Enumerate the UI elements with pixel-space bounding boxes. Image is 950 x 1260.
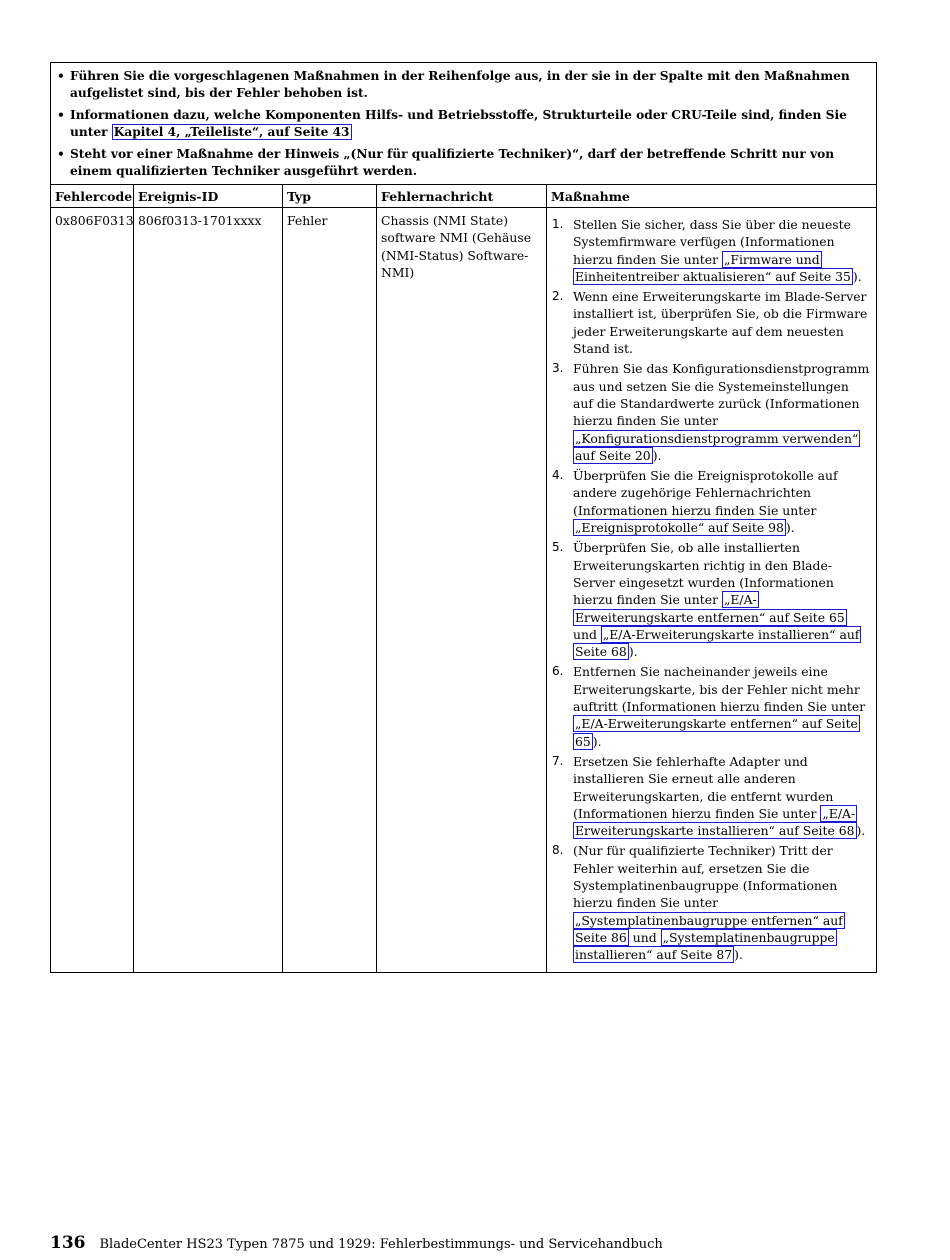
header-error-code: Fehlercode [51,185,134,208]
action-link[interactable]: „E/A-Erweiterungskarte installieren“ auf Seite 68 [575,805,856,839]
action-item [551,753,872,839]
action-link[interactable]: „Ereignisprotokolle“ auf Seite 98 [575,520,784,536]
note-item [55,107,872,141]
action-text: Stellen Sie sicher, dass Sie über die neueste Systemfirmware verfügen (Informationen hierzu finden Sie unter [573,217,851,267]
table-row [51,208,877,973]
action-item [551,663,872,749]
action-text: ). [652,447,662,463]
action-text: Führen Sie das Konfigurationsdienstprogramm aus und setzen Sie die Systemeinstellungen auf die Standardwerte zurück (Informationen hierzu finden Sie unter [573,361,870,429]
note-text: Informationen dazu, welche Komponenten Hilfs- und Betriebsstoffe, Strukturteile oder CRU-Teile sind, finden Sie unter [70,108,847,139]
action-item [551,467,872,536]
notes-cell [51,63,877,185]
action-text: ). [592,733,602,749]
action-text: ). [785,520,795,536]
header-event-id: Ereignis-ID [134,185,283,208]
action-link[interactable]: „Systemplatinenbaugruppe entfernen“ auf Seite 86 [575,912,843,945]
action-text: ). [734,947,743,963]
page-footer [50,1233,663,1253]
header-action: Maßnahme [547,185,877,208]
error-code-table [50,62,877,973]
action-item [551,539,872,660]
action-text: ). [856,823,866,839]
action-number: 7. [552,753,564,768]
action-list [551,216,872,963]
action-number: 5. [552,540,564,555]
action-text: (Nur für qualifizierte Techniker) Tritt der Fehler weiterhin auf, ersetzen Sie die Systemplatinenbaugruppe (Informationen hierzu finden Sie unter [573,843,838,911]
action-link[interactable]: „Systemplatinenbaugruppe installieren“ auf Seite 87 [575,929,835,963]
note-item [55,146,872,180]
cell-type: Fehler [283,208,377,973]
notes-row [51,63,877,185]
action-text: und [628,929,661,945]
action-text: Überprüfen Sie die Ereignisprotokolle auf andere zugehörige Fehlernachrichten (Informationen hierzu finden Sie unter [573,468,838,518]
action-text: und [573,626,601,642]
header-row [51,185,877,208]
cell-error-code: 0x806F0313 [51,208,134,973]
note-text: Steht vor einer Maßnahme der Hinweis „(Nur für qualifizierte Techniker)“, darf der betreffende Schritt nur von einem qualifizierten Techniker ausgeführt werden. [70,147,835,178]
action-item [551,288,872,357]
footer-title: BladeCenter HS23 Typen 7875 und 1929: Fehlerbestimmungs- und Servicehandbuch [99,1237,663,1252]
action-number: 3. [552,361,564,376]
action-link[interactable]: „E/A-Erweiterungskarte installieren“ auf Seite 68 [575,626,860,660]
action-link[interactable]: „Firmware und Einheitentreiber aktualisieren“ auf Seite 35 [575,251,851,284]
page-number: 136 [50,1233,86,1253]
action-link[interactable]: „E/A-Erweiterungskarte entfernen“ auf Seite 65 [575,716,858,749]
action-item [551,360,872,464]
action-text: ). [628,644,638,660]
action-number: 2. [552,289,564,304]
action-item [551,216,872,285]
cell-action [547,208,877,973]
header-type: Typ [283,185,377,208]
note-text: Führen Sie die vorgeschlagenen Maßnahmen in der Reihenfolge aus, in der sie in der Spalte mit den Maßnahmen aufgelistet sind, bis der Fehler behoben ist. [70,69,850,100]
chapter-link[interactable]: Kapitel 4, „Teileliste“, auf Seite 43 [113,125,350,139]
action-number: 6. [552,664,564,679]
action-text: ). [852,268,862,284]
action-number: 8. [552,843,564,858]
action-item [551,842,872,963]
action-number: 4. [552,468,564,483]
note-item [55,68,872,102]
action-text: Wenn eine Erweiterungskarte im Blade-Server installiert ist, überprüfen Sie, ob die Firmware jeder Erweiterungskarte auf dem neuesten Stand ist. [573,289,868,357]
header-message: Fehlernachricht [377,185,547,208]
action-text: Entfernen Sie nacheinander jeweils eine Erweiterungskarte, bis der Fehler nicht mehr auftritt (Informationen hierzu finden Sie unter [573,664,866,715]
action-text: Ersetzen Sie fehlerhafte Adapter und installieren Sie erneut alle anderen Erweiterungskarten, die entfernt wurden (Informationen hierzu finden Sie unter [573,753,834,821]
cell-message: Chassis (NMI State) software NMI (Gehäuse (NMI-Status) Software-NMI) [377,208,547,973]
action-text: Überprüfen Sie, ob alle installierten Erweiterungskarten richtig in den Blade-Server eingesetzt wurden (Informationen hierzu finden Sie unter [573,540,834,608]
action-link[interactable]: „Konfigurationsdienstprogramm verwenden“ auf Seite 20 [575,430,859,463]
notes-list [55,68,872,180]
cell-event-id: 806f0313-1701xxxx [134,208,283,973]
action-link[interactable]: „E/A-Erweiterungskarte entfernen“ auf Seite 65 [575,592,845,625]
action-number: 1. [552,217,564,231]
